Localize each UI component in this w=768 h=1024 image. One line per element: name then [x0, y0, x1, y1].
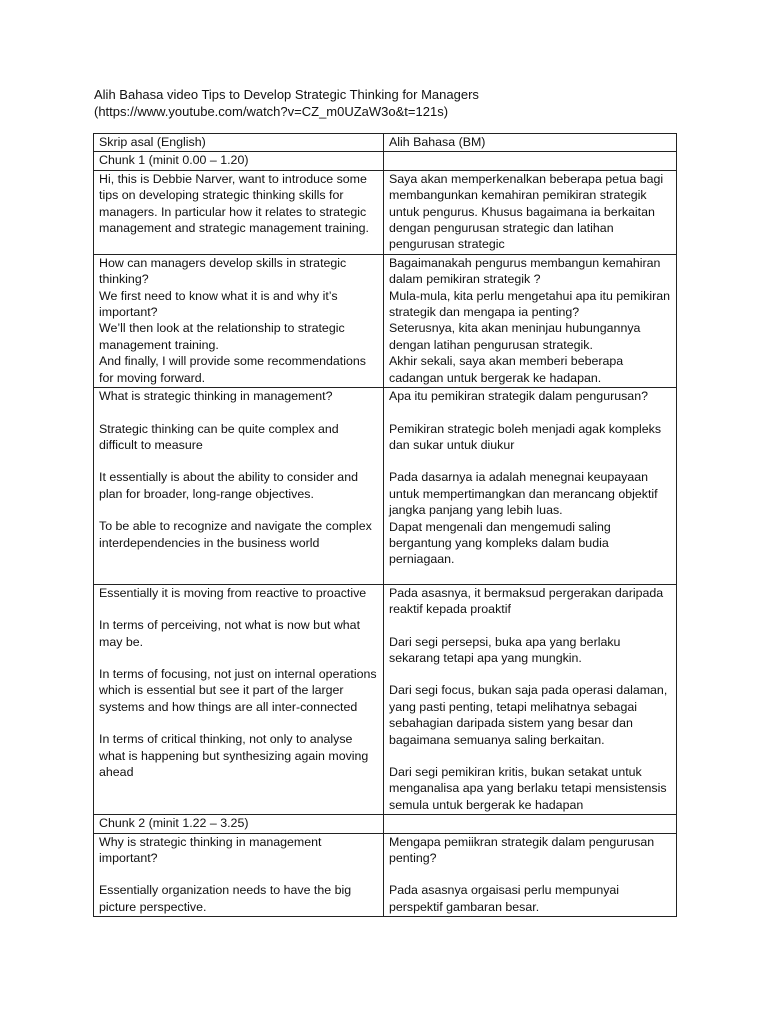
bm-text: Mengapa pemiikran strategik dalam pengurusan penting?: [389, 834, 655, 866]
table-row: [94, 833, 677, 917]
header-bm: Alih Bahasa (BM): [384, 134, 677, 152]
english-text: Strategic thinking can be quite complex and difficult to measure: [99, 421, 339, 452]
bm-cell: [384, 833, 677, 917]
english-text: In terms of perceiving, not what is now but what may be.: [99, 618, 361, 649]
bm-text: Pada asasnya orgaisasi perlu mempunyai perspektif gambaran besar.: [389, 883, 620, 914]
document-title: Alih Bahasa video Tips to Develop Strategic Thinking for Managers: [94, 87, 479, 102]
chunk-label: Chunk 1 (minit 0.00 – 1.20): [94, 152, 384, 170]
table-row: [94, 388, 677, 585]
english-text: What is strategic thinking in management?: [99, 389, 333, 404]
bm-text: Seterusnya, kita akan meninjau hubungannya dengan latihan pengurusan strategik.: [389, 321, 641, 352]
bm-text: Dari segi pemikiran kritis, bukan setakat untuk menganalisa apa yang berlaku tetapi mensistensis semula untuk bergerak ke hadapan: [389, 765, 667, 812]
english-text: We’ll then look at the relationship to strategic management training.: [99, 321, 345, 352]
bm-text: Pada dasarnya ia adalah menegnai keupayaan untuk mempertimangkan dan merancang objektif jangka panjang yang lebih luas.: [389, 470, 658, 518]
bm-text: Dapat mengenali dan mengemudi saling bergantung yang kompleks dalam budia perniagaan.: [389, 519, 611, 567]
english-cell: [94, 833, 384, 917]
bm-text: Mula-mula, kita perlu mengetahui apa itu pemikiran strategik dan mengapa ia penting?: [389, 288, 670, 320]
video-url: (https://www.youtube.com/watch?v=CZ_m0UZaW3o&t=121s): [94, 104, 449, 119]
english-cell: [94, 584, 384, 814]
bm-text: Apa itu pemikiran strategik dalam pengurusan?: [389, 389, 648, 404]
english-text: To be able to recognize and navigate the complex interdependencies in the business world: [99, 519, 372, 550]
chunk-empty-cell: [384, 815, 677, 833]
bm-text: Dari segi focus, bukan saja pada operasi dalaman, yang pasti penting, tetapi melihatnya sebagai sebahagian daripada sistem yang besar dan bagaimana semuanya saling berkaitan.: [389, 683, 668, 747]
english-cell: [94, 170, 384, 254]
english-text: In terms of critical thinking, not only to analyse what is happening but synthesizing again moving ahead: [99, 732, 369, 779]
bm-text: Akhir sekali, saya akan memberi beberapa cadangan untuk bergerak ke hadapan.: [389, 354, 624, 385]
english-cell: [94, 254, 384, 387]
english-text: And finally, I will provide some recommendations for moving forward.: [99, 354, 366, 385]
english-text: Essentially it is moving from reactive to proactive: [99, 585, 367, 600]
english-text: Why is strategic thinking in management important?: [99, 834, 322, 866]
bm-cell: [384, 254, 677, 387]
bm-text: Pada asasnya, it bermaksud pergerakan daripada reaktif kepada proaktif: [389, 585, 664, 617]
table-row: [94, 254, 677, 387]
bm-text: Pemikiran strategic boleh menjadi agak kompleks dan sukar untuk diukur: [389, 421, 662, 452]
english-cell: [94, 388, 384, 585]
bm-cell: [384, 170, 677, 254]
english-text: Essentially organization needs to have the big picture perspective.: [99, 883, 352, 914]
english-text: How can managers develop skills in strategic thinking?: [99, 255, 347, 287]
header-english: Skrip asal (English): [94, 134, 384, 152]
english-text: Hi, this is Debbie Narver, want to introduce some tips on developing strategic thinking skills for managers. In particular how it relates to strategic management and strategic management training.: [99, 171, 369, 236]
english-text: In terms of focusing, not just on internal operations which is essential but see it part of the larger systems and how things are all inter-connected: [99, 666, 377, 714]
bm-cell: [384, 584, 677, 814]
chunk-row: [94, 815, 677, 833]
table-row: [94, 170, 677, 254]
document-heading: [94, 86, 694, 120]
table-row: [94, 584, 677, 814]
bm-text: Saya akan memperkenalkan beberapa petua bagi membangunkan kemahiran pemikiran strategik untuk pengurus. Khusus bagaimana ia berkaitan dengan pengurusan strategic dan latihan pengurusan strategic: [389, 171, 664, 252]
table-header-row: [94, 134, 677, 152]
english-text: It essentially is about the ability to consider and plan for broader, long-range objectives.: [99, 470, 358, 501]
bm-text: Dari segi persepsi, buka apa yang berlaku sekarang tetapi apa yang mungkin.: [389, 634, 621, 665]
chunk-row: [94, 152, 677, 170]
bm-text: Bagaimanakah pengurus membangun kemahiran dalam pemikiran strategik ?: [389, 255, 661, 287]
chunk-empty-cell: [384, 152, 677, 170]
translation-table: [93, 133, 677, 917]
english-text: We first need to know what it is and why it’s important?: [99, 288, 338, 320]
chunk-label: Chunk 2 (minit 1.22 – 3.25): [94, 815, 384, 833]
bm-cell: [384, 388, 677, 585]
